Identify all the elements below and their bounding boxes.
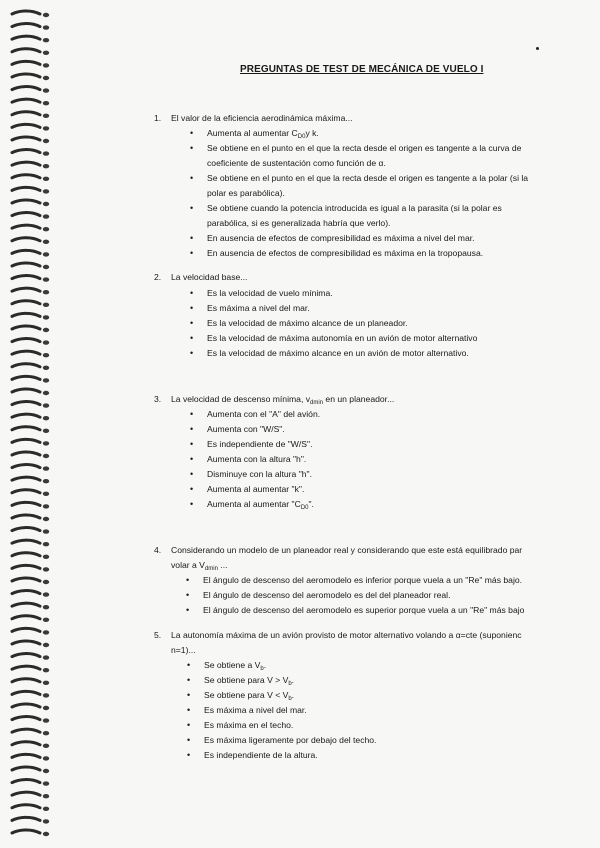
bullet-icon: •	[186, 575, 190, 585]
bullet-icon: •	[190, 454, 194, 464]
binding-hole	[43, 832, 49, 836]
option-text: Se obtiene en el punto en el que la recta desde el origen es tangente a la polar (si la	[207, 173, 529, 183]
binding-hole	[43, 391, 49, 395]
binding-hole	[43, 529, 49, 533]
binding-hole	[43, 114, 49, 118]
binding-hole	[43, 744, 49, 748]
option-text: Es máxima a nivel del mar.	[207, 303, 310, 313]
option-text-cont: polar es parabólica).	[207, 188, 285, 198]
question-number: 4.	[154, 545, 162, 555]
option-text: Aumenta al aumentar "$C_{D0}$".	[207, 499, 314, 511]
bullet-icon: •	[187, 750, 191, 760]
spiral-coil	[12, 553, 40, 556]
spiral-coil	[12, 565, 40, 568]
option-text-cont: parabólica, si es generalizada habría que verlo).	[207, 218, 391, 228]
ink-dot	[536, 47, 539, 50]
binding-hole	[43, 630, 49, 634]
binding-hole	[43, 340, 49, 344]
spiral-coil	[12, 137, 40, 140]
bullet-icon: •	[190, 409, 194, 419]
spiral-coil	[12, 817, 40, 820]
binding-hole	[43, 441, 49, 445]
bullet-icon: •	[190, 303, 194, 313]
binding-hole	[43, 429, 49, 433]
spiral-coil	[12, 74, 40, 77]
binding-hole	[43, 265, 49, 269]
spiral-coil	[12, 528, 40, 531]
option-text: Es máxima ligeramente por debajo del techo.	[204, 735, 377, 745]
spiral-coil	[12, 414, 40, 417]
spiral-coil	[12, 112, 40, 115]
option-text: El ángulo de descenso del aeromodelo es inferior porque vuela a un "Re" más bajo.	[203, 575, 523, 585]
bullet-icon: •	[190, 203, 194, 213]
spiral-coil	[12, 364, 40, 367]
binding-hole	[43, 592, 49, 596]
spiral-coil	[12, 502, 40, 505]
binding-hole	[43, 807, 49, 811]
question-text: La autonomía máxima de un avión provisto de motor alternativo volando a α=cte (suponienc	[171, 630, 522, 640]
binding-hole	[43, 164, 49, 168]
spiral-coil	[12, 24, 40, 27]
spiral-coil	[12, 754, 40, 757]
binding-hole	[43, 13, 49, 17]
spiral-coil	[12, 263, 40, 266]
bullet-icon: •	[190, 318, 194, 328]
spiral-coil	[12, 326, 40, 329]
binding-hole	[43, 366, 49, 370]
spiral-coil	[12, 515, 40, 518]
binding-hole	[43, 668, 49, 672]
binding-hole	[43, 227, 49, 231]
option-text: Se obtiene cuando la potencia introducida es igual a la parasita (si la polar es	[207, 203, 502, 213]
option-text: Es la velocidad de vuelo mínima.	[207, 288, 333, 298]
binding-hole	[43, 454, 49, 458]
spiral-coil	[12, 49, 40, 52]
binding-hole	[43, 492, 49, 496]
option-text: Disminuye con la altura "h".	[207, 469, 312, 479]
bullet-icon: •	[190, 469, 194, 479]
spiral-coil	[12, 313, 40, 316]
binding-hole	[43, 706, 49, 710]
binding-hole	[43, 151, 49, 155]
binding-hole	[43, 781, 49, 785]
binding-hole	[43, 643, 49, 647]
spiral-coil	[12, 213, 40, 216]
bullet-icon: •	[186, 590, 190, 600]
spiral-coil	[12, 540, 40, 543]
binding-hole	[43, 101, 49, 105]
option-text: Se obtiene para $V < V_b$.	[204, 690, 295, 702]
spiral-coil	[12, 225, 40, 228]
bullet-icon: •	[190, 233, 194, 243]
binding-hole	[43, 681, 49, 685]
spiral-coil	[12, 641, 40, 644]
option-text: Se obtiene para $V > V_b$.	[204, 675, 295, 687]
option-text: Aumenta al aumentar "k".	[207, 484, 305, 494]
option-text: Se obtiene a $V_b$.	[204, 660, 267, 672]
binding-hole	[43, 240, 49, 244]
spiral-coil	[12, 36, 40, 39]
binding-hole	[43, 353, 49, 357]
spiral-coil	[12, 578, 40, 581]
option-text: El ángulo de descenso del aeromodelo es del del planeador real.	[203, 590, 451, 600]
binding-hole	[43, 756, 49, 760]
spiral-coil	[12, 742, 40, 745]
binding-hole	[43, 139, 49, 143]
binding-hole	[43, 479, 49, 483]
bullet-icon: •	[187, 720, 191, 730]
spiral-coil	[12, 666, 40, 669]
binding-hole	[43, 618, 49, 622]
bullet-icon: •	[187, 735, 191, 745]
bullet-icon: •	[190, 439, 194, 449]
spiral-coil	[12, 717, 40, 720]
spiral-coil	[12, 376, 40, 379]
spiral-coil	[12, 150, 40, 153]
bullet-icon: •	[187, 705, 191, 715]
binding-hole	[43, 794, 49, 798]
question-text-cont: volar a $V_{dmin}$ ...	[171, 560, 228, 572]
spiral-coil	[12, 124, 40, 127]
bullet-icon: •	[190, 348, 194, 358]
question-text: Considerando un modelo de un planeador real y considerando que este está equilibrado par	[171, 545, 523, 555]
option-text: Aumenta con la altura "h".	[207, 454, 307, 464]
bullet-icon: •	[190, 288, 194, 298]
spiral-coil	[12, 351, 40, 354]
binding-hole	[43, 177, 49, 181]
option-text: Aumenta con "W/S".	[207, 424, 285, 434]
question-number: 3.	[154, 394, 162, 404]
spiral-coil	[12, 452, 40, 455]
binding-hole	[43, 126, 49, 130]
spiral-coil	[12, 490, 40, 493]
option-text: Es la velocidad de máxima autonomía en un avión de motor alternativo	[207, 333, 478, 343]
binding-hole	[43, 25, 49, 29]
spiral-coil	[12, 792, 40, 795]
spiral-coil	[12, 200, 40, 203]
bullet-icon: •	[187, 690, 191, 700]
spiral-coil	[12, 704, 40, 707]
spiral-coil	[12, 238, 40, 241]
spiral-coil	[12, 187, 40, 190]
spiral-coil	[12, 250, 40, 253]
spiral-coil	[12, 616, 40, 619]
binding-hole	[43, 517, 49, 521]
question-number: 2.	[154, 272, 162, 282]
binding-hole	[43, 567, 49, 571]
option-text: Aumenta con el "A" del avión.	[207, 409, 321, 419]
spiral-coil	[12, 591, 40, 594]
bullet-icon: •	[187, 660, 191, 670]
bullet-icon: •	[190, 499, 194, 509]
binding-hole	[43, 693, 49, 697]
spiral-coil	[12, 628, 40, 631]
bullet-icon: •	[190, 333, 194, 343]
binding-hole	[43, 51, 49, 55]
spiral-binding	[0, 0, 56, 848]
spiral-coil	[12, 288, 40, 291]
question-number: 5.	[154, 630, 162, 640]
spiral-coil	[12, 767, 40, 770]
binding-hole	[43, 542, 49, 546]
spiral-coil	[12, 780, 40, 783]
spiral-coil	[12, 729, 40, 732]
binding-hole	[43, 76, 49, 80]
question-text-cont: n=1)...	[171, 645, 196, 655]
binding-hole	[43, 252, 49, 256]
spiral-coil	[12, 427, 40, 430]
binding-hole	[43, 416, 49, 420]
binding-hole	[43, 290, 49, 294]
question-number: 1.	[154, 113, 162, 123]
spiral-coil	[12, 339, 40, 342]
binding-hole	[43, 769, 49, 773]
binding-hole	[43, 555, 49, 559]
spiral-coil	[12, 830, 40, 833]
question-text: La velocidad de descenso mínima, $v_{dmin}$ en un planeador...	[171, 394, 395, 406]
binding-hole	[43, 63, 49, 67]
binding-hole	[43, 731, 49, 735]
binding-hole	[43, 88, 49, 92]
bullet-icon: •	[190, 424, 194, 434]
binding-hole	[43, 303, 49, 307]
page-title: PREGUNTAS DE TEST DE MECÁNICA DE VUELO I	[240, 64, 484, 75]
spiral-coil	[12, 477, 40, 480]
option-text: Es máxima en el techo.	[204, 720, 294, 730]
bullet-icon: •	[187, 675, 191, 685]
spiral-coil	[12, 465, 40, 468]
option-text: El ángulo de descenso del aeromodelo es superior porque vuela a un "Re" más bajo	[203, 605, 525, 615]
spiral-coil	[12, 439, 40, 442]
binding-hole	[43, 655, 49, 659]
spiral-coil	[12, 99, 40, 102]
binding-hole	[43, 504, 49, 508]
option-text: Aumenta al aumentar $C_{D0}y$ k.	[207, 128, 319, 140]
bullet-icon: •	[186, 605, 190, 615]
binding-hole	[43, 277, 49, 281]
option-text-cont: coeficiente de sustentación como función de α.	[207, 158, 386, 168]
binding-hole	[43, 202, 49, 206]
bullet-icon: •	[190, 248, 194, 258]
spiral-coil	[12, 61, 40, 64]
option-text: Es máxima a nivel del mar.	[204, 705, 307, 715]
bullet-icon: •	[190, 128, 194, 138]
question-text: El valor de la eficiencia aerodinámica máxima...	[171, 113, 353, 123]
binding-hole	[43, 819, 49, 823]
binding-hole	[43, 378, 49, 382]
binding-hole	[43, 605, 49, 609]
binding-hole	[43, 718, 49, 722]
option-text: En ausencia de efectos de compresibilidad es máxima en la tropopausa.	[207, 248, 484, 258]
binding-hole	[43, 214, 49, 218]
spiral-coil	[12, 276, 40, 279]
spiral-coil	[12, 389, 40, 392]
binding-hole	[43, 580, 49, 584]
option-text: En ausencia de efectos de compresibilidad es máxima a nivel del mar.	[207, 233, 475, 243]
option-text: Es la velocidad de máximo alcance de un planeador.	[207, 318, 408, 328]
binding-hole	[43, 466, 49, 470]
spiral-coil	[12, 11, 40, 14]
binding-hole	[43, 403, 49, 407]
option-text: Se obtiene en el punto en el que la recta desde el origen es tangente a la curva de	[207, 143, 522, 153]
option-text: Es independiente de la altura.	[204, 750, 318, 760]
binding-hole	[43, 189, 49, 193]
option-text: Es la velocidad de máximo alcance en un avión de motor alternativo.	[207, 348, 469, 358]
spiral-coil	[12, 87, 40, 90]
spiral-coil	[12, 301, 40, 304]
option-text: Es independiente de "W/S".	[207, 439, 313, 449]
bullet-icon: •	[190, 173, 194, 183]
binding-hole	[43, 328, 49, 332]
spiral-coil	[12, 691, 40, 694]
spiral-coil	[12, 175, 40, 178]
binding-hole	[43, 38, 49, 42]
spiral-coil	[12, 603, 40, 606]
bullet-icon: •	[190, 484, 194, 494]
spiral-coil	[12, 679, 40, 682]
spiral-coil	[12, 402, 40, 405]
spiral-coil	[12, 654, 40, 657]
question-text: La velocidad base...	[171, 272, 248, 282]
bullet-icon: •	[190, 143, 194, 153]
binding-hole	[43, 315, 49, 319]
spiral-coil	[12, 162, 40, 165]
spiral-coil	[12, 805, 40, 808]
